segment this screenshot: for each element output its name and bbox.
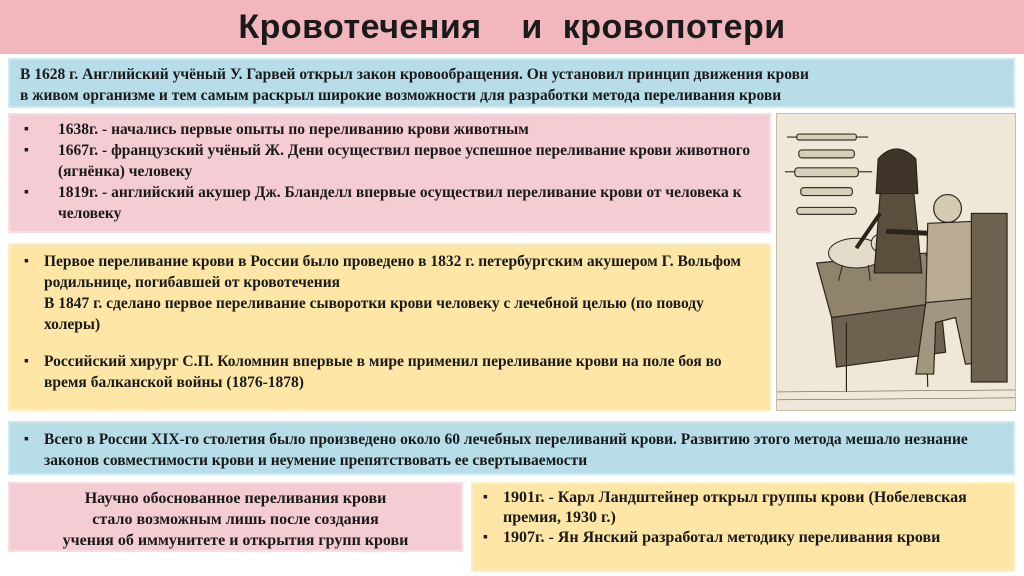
early-experiments-box — [8, 113, 771, 233]
list-item: ▪ 1667г. - французский учёный Ж. Дени осуществил первое успешное переливание крови животного (ягнёнка) человеку — [24, 140, 761, 182]
list-item: ▪ Российский хирург С.П. Коломнин впервые в мире применил переливание крови на поле боя во время балканской войны (1876-1878) — [24, 351, 761, 393]
twentieth-century-list — [483, 488, 1005, 548]
scientific-line-1: Научно обоснованное переливания крови — [84, 490, 387, 507]
early-experiments-list — [24, 119, 761, 224]
scientific-line-2: стало возможным лишь после создания — [92, 511, 379, 528]
list-item: ▪ 1907г. - Ян Янский разработал методику переливания крови — [483, 528, 1005, 548]
list-item: ▪ 1901г. - Карл Ландштейнер открыл группы крови (Нобелевская премия, 1930 г.) — [483, 488, 1005, 528]
russia-list — [24, 251, 761, 393]
russia-box — [8, 243, 771, 411]
list-item: ▪ 1638г. - начались первые опыты по переливанию крови животным — [24, 119, 761, 140]
intro-line-1: В 1628 г. Английский учёный У. Гарвей открыл закон кровообращения. Он установил принцип движения крови — [20, 66, 809, 83]
list-item — [24, 251, 761, 335]
xix-century-box — [8, 421, 1015, 475]
slide-title: Кровотечения и кровопотери — [0, 0, 1024, 54]
list-item: ▪ 1819г. - английский акушер Дж. Бланделл впервые осуществил переливание крови от человека к человеку — [24, 182, 761, 224]
engraving-blood-transfusion-illustration — [776, 113, 1016, 411]
intro-box — [8, 58, 1015, 108]
russia-item-1-cont: В 1847 г. сделано первое переливание сыворотки крови человеку с лечебной целью (по поводу холеры) — [44, 295, 704, 333]
intro-line-2: в живом организме и тем самым раскрыл широкие возможности для разработки метода переливания крови — [20, 87, 782, 104]
russia-item-1: Первое переливание крови в России было проведено в 1832 г. петербургским акушером Г. Вольфом родильнице, погибавшей от кровотечения — [44, 253, 741, 291]
scientific-line-3: учения об иммунитете и открытия групп крови — [62, 532, 409, 549]
scientific-basis-box — [8, 482, 463, 552]
twentieth-century-box — [471, 482, 1015, 572]
list-item: ▪ Всего в России XIX-го столетия было произведено около 60 лечебных переливаний крови. Развитию этого метода мешало незнание законов совместимости крови и неумение препятствовать ее свертываемости — [24, 429, 1003, 471]
xix-century-list — [24, 429, 1003, 471]
